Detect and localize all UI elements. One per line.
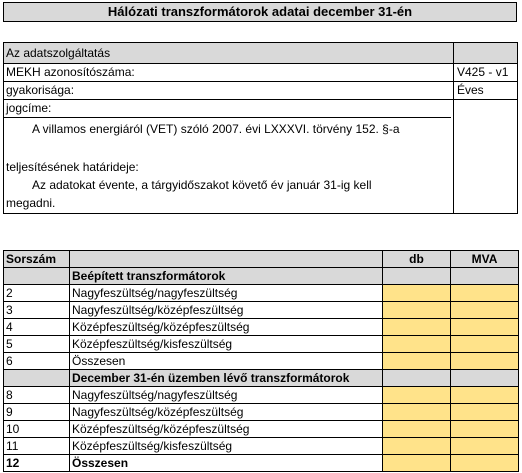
mva-input[interactable] xyxy=(451,438,519,455)
db-input[interactable] xyxy=(383,319,451,336)
table-row xyxy=(4,421,519,438)
row-label: Középfeszültség/kisfeszültség xyxy=(70,438,383,455)
db-input[interactable] xyxy=(383,404,451,421)
section-title: December 31-én üzemben lévő transzformátorok xyxy=(70,370,383,387)
row-number: 6 xyxy=(4,353,70,370)
db-input[interactable] xyxy=(383,421,451,438)
row-number: 12 xyxy=(4,455,70,472)
section-row xyxy=(4,268,519,285)
row-label: Középfeszültség/középfeszültség xyxy=(70,319,383,336)
db-input[interactable] xyxy=(383,336,451,353)
table-row xyxy=(4,353,519,370)
deadline-text-1: Az adatokat évente, a tárgyidőszakot követő év január 31-ig kell xyxy=(32,178,372,192)
row-label: Középfeszültség/középfeszültség xyxy=(70,421,383,438)
deadline-text-2: megadni. xyxy=(6,196,56,210)
row-number: 3 xyxy=(4,302,70,319)
mva-input[interactable] xyxy=(451,421,519,438)
jogcime-label: jogcíme: xyxy=(6,101,52,115)
transformer-table xyxy=(3,250,519,472)
row-number: 5 xyxy=(4,336,70,353)
row-label: Nagyfeszültség/középfeszültség xyxy=(70,404,383,421)
col-mva: MVA xyxy=(451,251,519,268)
row-number: 2 xyxy=(4,285,70,302)
mva-input[interactable] xyxy=(451,319,519,336)
mekh-label: MEKH azonosítószáma: xyxy=(6,65,135,79)
row-label: Nagyfeszültség/nagyfeszültség xyxy=(70,285,383,302)
table-row xyxy=(4,285,519,302)
table-row xyxy=(4,387,519,404)
mva-input[interactable] xyxy=(451,387,519,404)
col-db: db xyxy=(383,251,451,268)
table-row xyxy=(4,438,519,455)
mva-input[interactable] xyxy=(451,302,519,319)
row-number: 8 xyxy=(4,387,70,404)
db-input[interactable] xyxy=(383,285,451,302)
db-input[interactable] xyxy=(383,387,451,404)
mva-input[interactable] xyxy=(451,285,519,302)
mva-input[interactable] xyxy=(451,404,519,421)
db-input[interactable] xyxy=(383,302,451,319)
section-row xyxy=(4,370,519,387)
page-title: Hálózati transzformátorok adatai december 31-én xyxy=(3,2,517,22)
row-label: Nagyfeszültség/nagyfeszültség xyxy=(70,387,383,404)
section-title: Beépített transzformátorok xyxy=(70,268,383,285)
mva-input[interactable] xyxy=(451,353,519,370)
table-row xyxy=(4,302,519,319)
db-input[interactable] xyxy=(383,455,451,472)
row-number: 4 xyxy=(4,319,70,336)
row-number: 11 xyxy=(4,438,70,455)
info-header: Az adatszolgáltatás xyxy=(6,46,111,60)
db-input[interactable] xyxy=(383,353,451,370)
db-input[interactable] xyxy=(383,438,451,455)
table-row xyxy=(4,404,519,421)
row-number: 9 xyxy=(4,404,70,421)
row-number: 10 xyxy=(4,421,70,438)
frequency-label: gyakorisága: xyxy=(6,83,75,97)
jogcime-text: A villamos energiáról (VET) szóló 2007. évi LXXXVI. törvény 152. §-a xyxy=(32,122,400,136)
deadline-label: teljesítésének határideje: xyxy=(6,160,139,174)
row-label: Nagyfeszültség/középfeszültség xyxy=(70,302,383,319)
mva-input[interactable] xyxy=(451,336,519,353)
col-sorszam: Sorszám xyxy=(4,251,70,268)
info-block xyxy=(3,42,518,214)
frequency-value[interactable]: Éves xyxy=(457,83,484,97)
mekh-value[interactable]: V425 - v1 xyxy=(457,65,509,79)
mva-input[interactable] xyxy=(451,455,519,472)
row-label: Összesen xyxy=(70,455,383,472)
table-row xyxy=(4,319,519,336)
table-row xyxy=(4,455,519,472)
table-header-row xyxy=(4,251,519,268)
row-label: Összesen xyxy=(70,353,383,370)
row-label: Középfeszültség/kisfeszültség xyxy=(70,336,383,353)
table-row xyxy=(4,336,519,353)
